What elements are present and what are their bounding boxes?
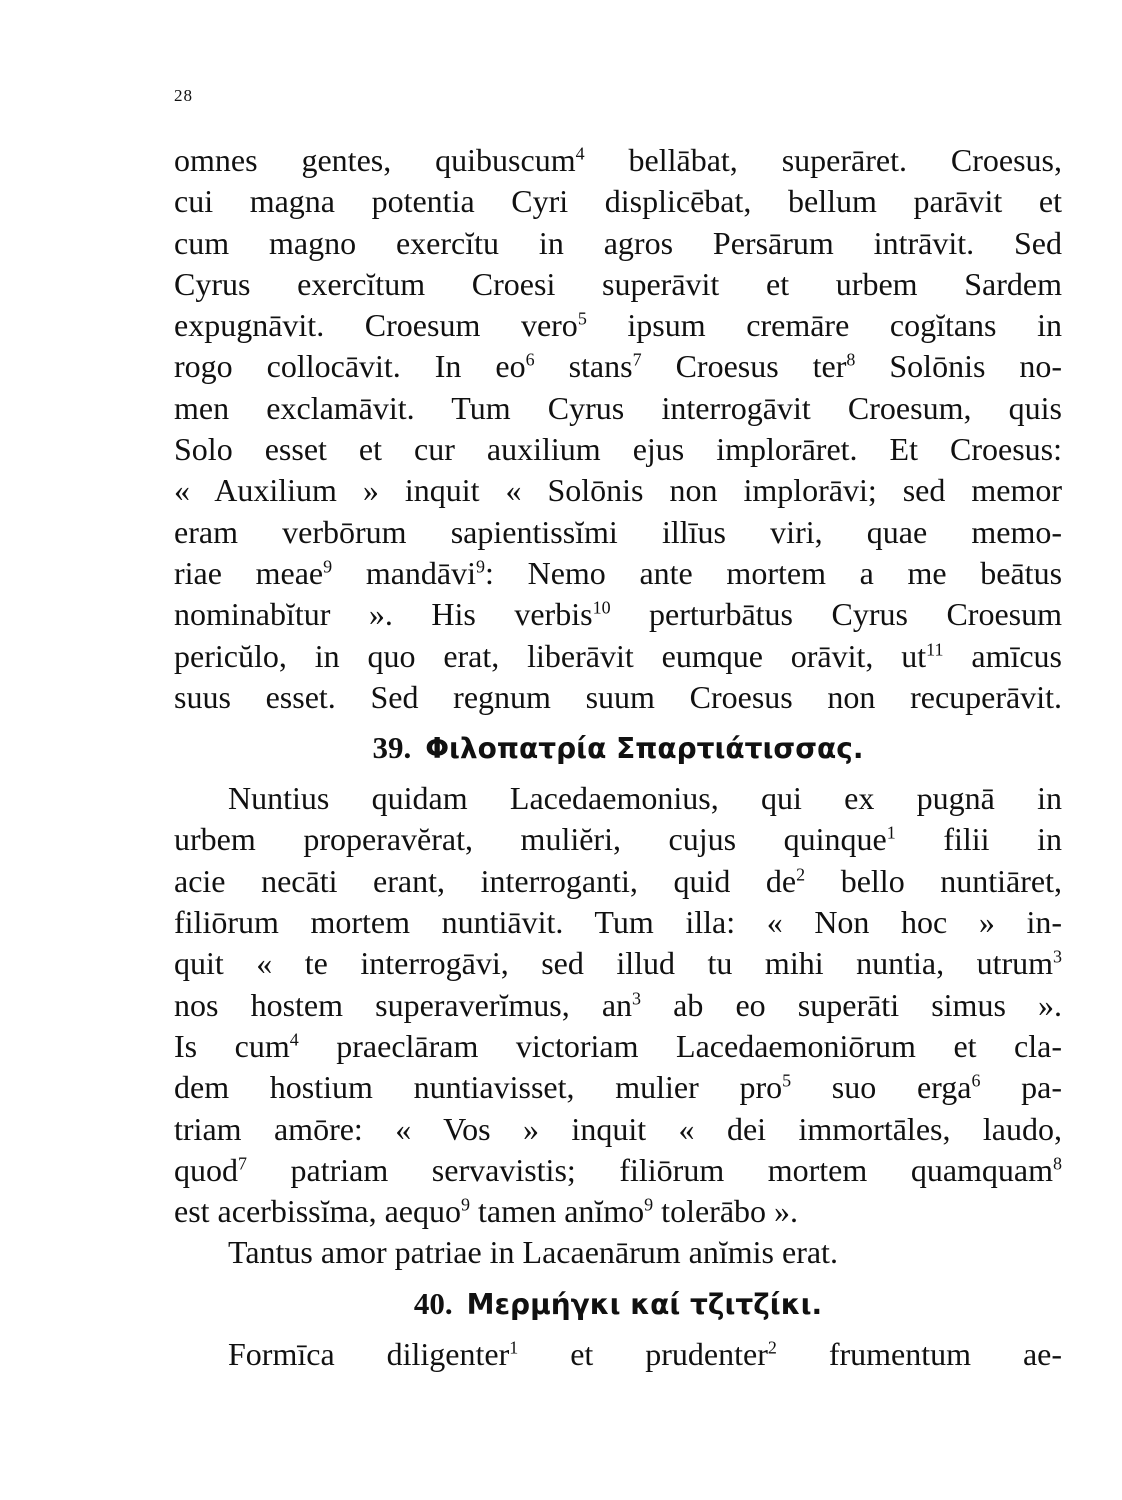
section-39-heading <box>174 718 1062 778</box>
text-line: urbem properavĕrat, muliĕri, cujus quinque$^1$ filii in <box>174 821 1063 858</box>
section-40-heading <box>174 1274 1062 1334</box>
text-line: omnes gentes, quibuscum$^4$ bellābat, superāret. Croesus, <box>174 142 1062 178</box>
text-line: pericŭlo, in quo erat, liberāvit eumque orāvit, $ut^{11}$ amīcus <box>174 637 1062 674</box>
text-block <box>174 140 1062 1375</box>
section-40-number: 40. <box>413 1285 453 1321</box>
text-line: expugnāvit. Croesum vero$^5$ ipsum cremāre cogĭtans in <box>174 307 1063 344</box>
text-line: acie necāti erant, interroganti, quid $de^2$ bello nuntiāret, <box>174 862 1063 899</box>
text-line: men exclamāvit. Tum Cyrus interrogāvit Croesum, quis <box>174 389 1062 426</box>
text-line: quit « te interrogāvi, sed illud tu mihi nuntia, utrum$^3$ <box>174 945 1062 982</box>
text-line: Is cum$^4$ praeclāram victoriam Lacedaemoniōrum et cla- <box>174 1027 1063 1064</box>
section-39-body <box>174 778 1062 1274</box>
text-line: « Auxilium » inquit « Solōnis non implorāvi; sed memor <box>174 472 1062 509</box>
text-line: suus esset. Sed regnum suum Croesus non recuperāvit. <box>174 678 1062 715</box>
text-line: dem hostium nuntiavisset, mulier pro$^5$ suo erga$^6$ pa- <box>174 1069 1062 1106</box>
text-line: cui magna potentia Cyri displicēbat, bellum parāvit et <box>174 183 1062 220</box>
section-39-title: Φιλοπατρία Σπαρτιάτισσας. <box>425 732 864 766</box>
text-line: nominabĭtur ». His verbis$^{10}$ perturbātus Cyrus Croesum <box>174 596 1063 633</box>
section-40-body <box>174 1334 1062 1375</box>
text-line: eram verbōrum sapientissĭmi illīus viri, quae memo- <box>174 513 1062 550</box>
section-40-title: Μερμήγκι καί τζιτζίκι. <box>466 1287 823 1321</box>
text-line: Formīca diligenter$^1$ et prudenter$^2$ frumentum ae- <box>228 1335 1063 1372</box>
text-line: riae meae$^9$ mandāvi$^9$: Nemo ante mortem a me beātus <box>174 554 1063 591</box>
text-line: Tantus amor patriae in Lacaenārum anĭmis erat. <box>228 1234 838 1271</box>
text-line: cum magno exercĭtu in agros Persārum intrāvit. Sed <box>174 224 1062 261</box>
text-line: Nuntius quidam Lacedaemonius, qui ex pugnā in <box>228 780 1062 817</box>
text-line: rogo collocāvit. In $eo^6$ stans$^7$ Croesus ter$^8$ Solōnis no- <box>174 348 1063 385</box>
text-line: est acerbissĭma, aequo$^9$ tamen anĭmo$^9$ tolerābo ». <box>174 1193 799 1230</box>
text-line: triam amōre: « Vos » inquit « dei immortāles, laudo, <box>174 1110 1062 1147</box>
text-line: nos hostem superaverĭmus, $an^3$ ab eo superāti simus ». <box>174 986 1063 1023</box>
text-line: Solo esset et cur auxilium ejus implorāret. Et Croesus: <box>174 431 1062 468</box>
section-39-number: 39. <box>372 730 412 766</box>
page-number: 28 <box>174 86 193 105</box>
text-line: Cyrus exercĭtum Croesi superāvit et urbem Sardem <box>174 265 1062 302</box>
section-38-body <box>174 140 1062 718</box>
text-line: quod$^7$ patriam servavistis; filiōrum mortem quamquam$^8$ <box>174 1151 1062 1188</box>
text-line: filiōrum mortem nuntiāvit. Tum illa: « Non hoc » in- <box>174 904 1062 941</box>
